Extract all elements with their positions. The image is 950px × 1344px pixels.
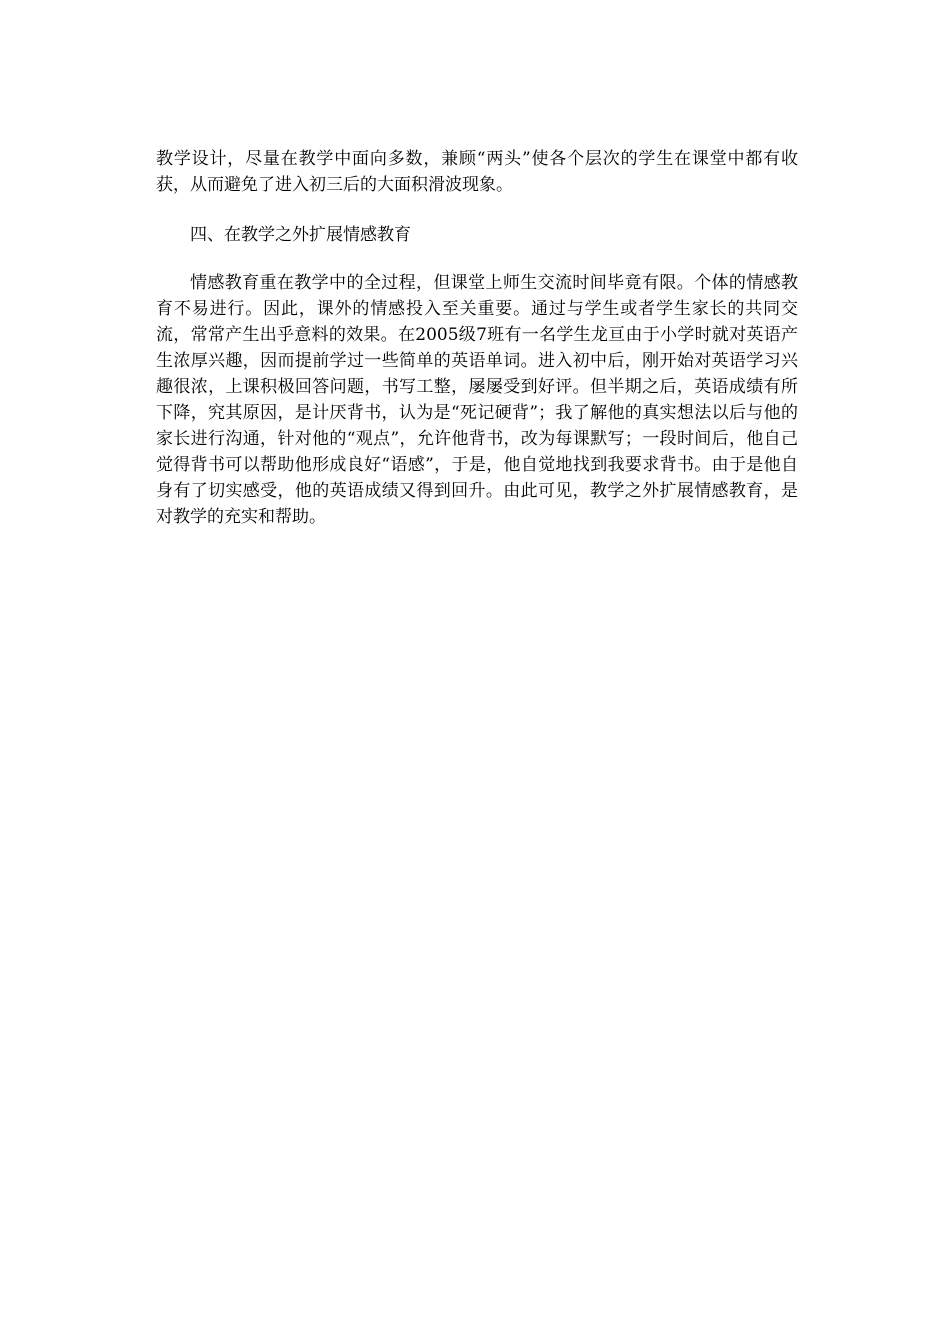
paragraph-continued: 教学设计，尽量在教学中面向多数，兼顾“两头”使各个层次的学生在课堂中都有收获，从而避免了进入初三后的大面积滑波现象。 <box>156 149 798 195</box>
section-heading: 四、在教学之外扩展情感教育 <box>190 225 411 245</box>
document-body <box>156 146 798 530</box>
paragraph-body: 情感教育重在教学中的全过程，但课堂上师生交流时间毕竟有限。个体的情感教育不易进行。因此，课外的情感投入至关重要。通过与学生或者学生家长的共同交流，常常产生出乎意料的效果。在2005级7班有一名学生龙亘由于小学时就对英语产生浓厚兴趣，因而提前学过一些简单的英语单词。进入初中后，刚开始对英语学习兴趣很浓，上课积极回答问题，书写工整，屡屡受到好评。但半期之后，英语成绩有所下降，究其原因，是计厌背书，认为是“死记硬背”；我了解他的真实想法以后与他的家长进行沟通，针对他的“观点”，允许他背书，改为每课默写；一段时间后，他自己觉得背书可以帮助他形成良好“语感”，于是，他自觉地找到我要求背书。由于是他自身有了切实感受，他的英语成绩又得到回升。由此可见，教学之外扩展情感教育，是对教学的充实和帮助。 <box>156 273 798 527</box>
